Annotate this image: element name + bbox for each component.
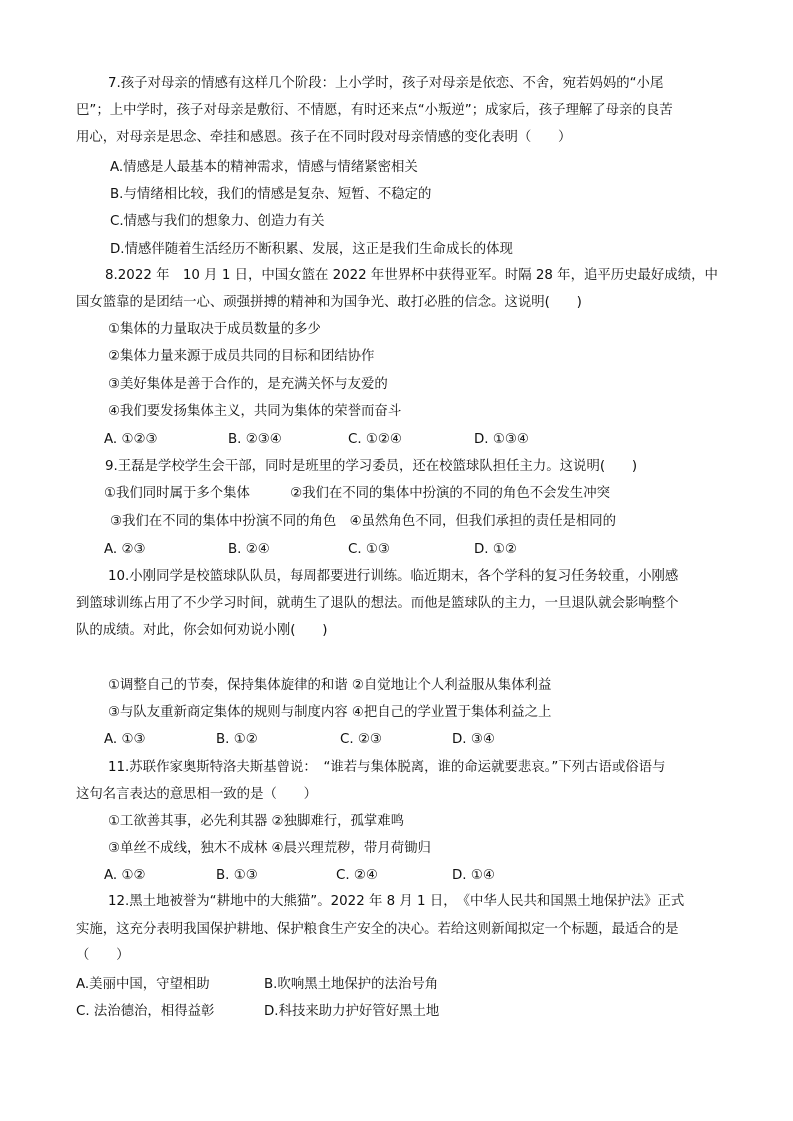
question-12-option-a: A.美丽中国，守望相助 — [76, 977, 210, 992]
question-11-option-c: C. ②④ — [336, 868, 378, 883]
question-10-option-b: B. ①② — [216, 732, 258, 747]
question-8-item-2: ②集体力量来源于成员共同的目标和团结协作 — [108, 349, 375, 364]
question-8-option-b: B. ②③④ — [228, 432, 282, 447]
question-9-option-a: A. ②③ — [104, 542, 146, 557]
question-7-option-b: B.与情绪相比较，我们的情感是复杂、短暂、不稳定的 — [110, 187, 432, 202]
question-7-stem-line-1: 7.孩子对母亲的情感有这样几个阶段：上小学时，孩子对母亲是依恋、不舍，宛若妈妈的“小尾 — [108, 76, 664, 91]
question-12-stem-line-2: 实施，这充分表明我国保护耕地、保护粮食生产安全的决心。若给这则新闻拟定一个标题，最适合的是 — [76, 922, 679, 937]
question-9-option-b: B. ②④ — [228, 542, 270, 557]
question-7-option-a: A.情感是人最基本的精神需求，情感与情绪紧密相关 — [110, 160, 418, 175]
question-7-stem-line-3: 用心，对母亲是思念、牵挂和感恩。孩子在不同时段对母亲情感的变化表明（ ） — [76, 130, 572, 145]
question-9-item-line-2: ③我们在不同的集体中扮演不同的角色 ④虽然角色不同，但我们承担的责任是相同的 — [110, 514, 617, 529]
question-9-stem-line-1: 9.王磊是学校学生会干部，同时是班里的学习委员，还在校篮球队担任主力。这说明( ) — [105, 459, 638, 474]
question-7-option-d: D.情感伴随着生活经历不断积累、发展，这正是我们生命成长的体现 — [110, 242, 513, 257]
question-8-option-a: A. ①②③ — [104, 432, 158, 447]
question-8-stem-line-1: 8.2022 年 10 月 1 日，中国女篮在 2022 年世界杯中获得亚军。时隔 28 年，追平历史最好成绩，中 — [105, 268, 718, 283]
question-12-option-b: B.吹响黑土地保护的法治号角 — [264, 977, 439, 992]
question-10-stem-line-1: 10.小刚同学是校篮球队队员，每周都要进行训练。临近期末，各个学科的复习任务较重，小刚感 — [108, 569, 679, 584]
question-10-option-a: A. ①③ — [104, 732, 146, 747]
question-9-item-line-1: ①我们同时属于多个集体 ②我们在不同的集体中扮演的不同的角色不会发生冲突 — [104, 486, 611, 501]
question-10-item-line-1: ①调整自己的节奏，保持集体旋律的和谐 ②自觉地让个人利益服从集体利益 — [108, 678, 552, 693]
question-12-option-d: D.科技来助力护好管好黑土地 — [264, 1004, 440, 1019]
question-8-stem-line-2: 国女篮靠的是团结一心、顽强拼搏的精神和为国争光、敢打必胜的信念。这说明( ) — [76, 295, 582, 310]
question-8-option-c: C. ①②④ — [348, 432, 402, 447]
question-12-option-c: C. 法治德治，相得益彰 — [76, 1004, 215, 1019]
question-8-item-1: ①集体的力量取决于成员数量的多少 — [108, 322, 321, 337]
question-12-stem-line-1: 12.黑土地被誉为“耕地中的大熊猫”。2022 年 8 月 1 日， 《中华人民共和国黑土地保护法》正式 — [108, 894, 685, 909]
question-8-item-4: ④我们要发扬集体主义，共同为集体的荣誉而奋斗 — [108, 404, 402, 419]
question-8-option-d: D. ①③④ — [474, 432, 529, 447]
question-11-item-line-1: ①工欲善其事，必先利其器 ②独脚难行，孤掌难鸣 — [108, 814, 405, 829]
question-9-option-d: D. ①② — [474, 542, 517, 557]
question-11-option-b: B. ①③ — [216, 868, 258, 883]
question-11-stem-line-1: 11.苏联作家奥斯特洛夫斯基曾说： “谁若与集体脱离，谁的命运就要悲哀。”下列古语或俗语与 — [108, 760, 666, 775]
question-10-option-c: C. ②③ — [340, 732, 382, 747]
question-10-item-line-2: ③与队友重新商定集体的规则与制度内容 ④把自己的学业置于集体利益之上 — [108, 705, 552, 720]
question-10-stem-line-3: 队的成绩。对此，你会如何劝说小刚( ) — [76, 623, 328, 638]
question-10-option-d: D. ③④ — [452, 732, 495, 747]
question-10-stem-line-2: 到篮球训练占用了不少学习时间，就萌生了退队的想法。而他是篮球队的主力，一旦退队就会影响整个 — [76, 596, 679, 611]
question-8-item-3: ③美好集体是善于合作的，是充满关怀与友爱的 — [108, 377, 388, 392]
question-11-stem-line-2: 这句名言表达的意思相一致的是（ ） — [76, 787, 318, 802]
question-12-stem-line-3: （ ） — [76, 948, 130, 963]
question-11-item-line-2: ③单丝不成线，独木不成林 ④晨兴理荒秽，带月荷锄归 — [108, 841, 431, 856]
question-7-stem-line-2: 巴”；上中学时，孩子对母亲是敷衍、不情愿，有时还来点“小叛逆”；成家后，孩子理解了母亲的良苦 — [76, 103, 673, 118]
question-9-option-c: C. ①③ — [348, 542, 390, 557]
question-7-option-c: C.情感与我们的想象力、创造力有关 — [110, 214, 325, 229]
question-11-option-a: A. ①② — [104, 868, 146, 883]
question-11-option-d: D. ①④ — [452, 868, 495, 883]
